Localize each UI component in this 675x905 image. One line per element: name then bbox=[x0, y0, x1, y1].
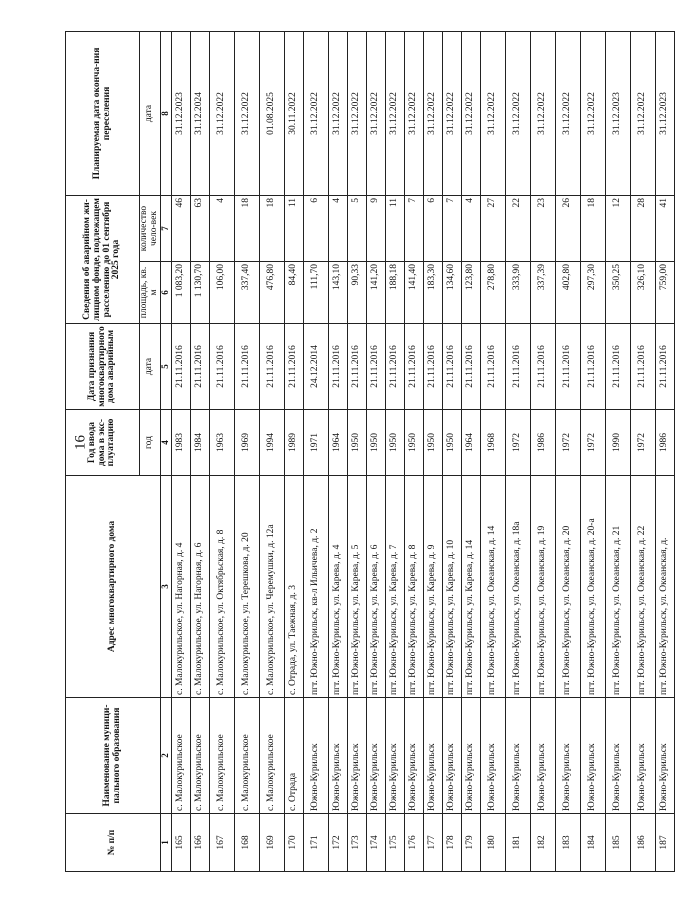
resettlement-table bbox=[65, 31, 675, 872]
table-row bbox=[423, 32, 442, 872]
table-row bbox=[605, 32, 630, 872]
column-number: 5 bbox=[160, 324, 171, 410]
people-cell: 41 bbox=[655, 196, 674, 262]
area-cell: 337,39 bbox=[530, 262, 555, 324]
area-cell: 141,40 bbox=[404, 262, 423, 324]
year-cell: 1986 bbox=[530, 410, 555, 476]
table-body bbox=[171, 32, 674, 872]
area-cell: 1 083,20 bbox=[171, 262, 190, 324]
people-cell: 9 bbox=[366, 196, 385, 262]
year-cell: 1983 bbox=[171, 410, 190, 476]
municipality-cell: Южно-Курильск bbox=[347, 698, 366, 814]
municipality-cell: Южно-Курильск bbox=[530, 698, 555, 814]
planned-date-cell: 31.12.2022 bbox=[630, 32, 655, 196]
table-row bbox=[385, 32, 404, 872]
address-cell: пгт. Южно-Курильск, ул. Карева, д. 5 bbox=[347, 476, 366, 698]
column-number: 3 bbox=[160, 476, 171, 698]
header-row-top bbox=[66, 32, 140, 872]
row-number-cell: 171 bbox=[303, 814, 328, 872]
municipality-cell: Южно-Курильск bbox=[605, 698, 630, 814]
recognition-date-cell: 21.11.2016 bbox=[655, 324, 674, 410]
people-cell: 18 bbox=[580, 196, 605, 262]
table-row bbox=[366, 32, 385, 872]
year-cell: 1964 bbox=[461, 410, 480, 476]
municipality-cell: Южно-Курильск bbox=[303, 698, 328, 814]
address-cell: пгт. Южно-Курильск, ул. Карева, д. 14 bbox=[461, 476, 480, 698]
area-cell: 111,70 bbox=[303, 262, 328, 324]
table-row bbox=[530, 32, 555, 872]
year-cell: 1984 bbox=[190, 410, 209, 476]
municipality-cell: Южно-Курильск bbox=[423, 698, 442, 814]
planned-date-cell: 31.12.2024 bbox=[190, 32, 209, 196]
planned-date-cell: 31.12.2022 bbox=[530, 32, 555, 196]
recognition-date-cell: 21.11.2016 bbox=[442, 324, 461, 410]
table-row bbox=[347, 32, 366, 872]
table-row bbox=[655, 32, 674, 872]
area-cell: 350,25 bbox=[605, 262, 630, 324]
planned-date-cell: 31.12.2022 bbox=[580, 32, 605, 196]
planned-date-cell: 31.12.2022 bbox=[385, 32, 404, 196]
address-cell: пгт. Южно-Курильск, кв-л Ильичева, д. 2 bbox=[303, 476, 328, 698]
recognition-date-cell: 21.11.2016 bbox=[530, 324, 555, 410]
planned-date-cell: 31.12.2022 bbox=[555, 32, 580, 196]
row-number-cell: 174 bbox=[366, 814, 385, 872]
recognition-date-cell: 21.11.2016 bbox=[480, 324, 505, 410]
row-number-cell: 176 bbox=[404, 814, 423, 872]
table-row bbox=[171, 32, 190, 872]
area-cell: 90,33 bbox=[347, 262, 366, 324]
people-cell: 28 bbox=[630, 196, 655, 262]
area-cell: 326,10 bbox=[630, 262, 655, 324]
area-cell: 143,10 bbox=[328, 262, 347, 324]
year-cell: 1972 bbox=[505, 410, 530, 476]
year-cell: 1994 bbox=[259, 410, 284, 476]
header-address: Адрес многоквартирного дома bbox=[66, 476, 161, 698]
people-cell: 5 bbox=[347, 196, 366, 262]
area-cell: 278,80 bbox=[480, 262, 505, 324]
row-number-cell: 170 bbox=[284, 814, 303, 872]
table-row bbox=[442, 32, 461, 872]
planned-date-cell: 01.08.2025 bbox=[259, 32, 284, 196]
address-cell: с. Малокурильское, ул. Октябрьская, д. 8 bbox=[209, 476, 234, 698]
recognition-date-cell: 24.12.2014 bbox=[303, 324, 328, 410]
year-cell: 1990 bbox=[605, 410, 630, 476]
column-number: 7 bbox=[160, 196, 171, 262]
area-cell: 476,80 bbox=[259, 262, 284, 324]
municipality-cell: с. Отрада bbox=[284, 698, 303, 814]
planned-date-cell: 30.11.2022 bbox=[284, 32, 303, 196]
planned-date-cell: 31.12.2022 bbox=[423, 32, 442, 196]
area-cell: 84,40 bbox=[284, 262, 303, 324]
year-cell: 1989 bbox=[284, 410, 303, 476]
people-cell: 6 bbox=[423, 196, 442, 262]
year-cell: 1950 bbox=[442, 410, 461, 476]
address-cell: пгт. Южно-Курильск, ул. Океанская, д. 19 bbox=[530, 476, 555, 698]
recognition-date-cell: 21.11.2016 bbox=[234, 324, 259, 410]
address-cell: пгт. Южно-Курильск, ул. Карева, д. 4 bbox=[328, 476, 347, 698]
people-cell: 22 bbox=[505, 196, 530, 262]
column-number: 4 bbox=[160, 410, 171, 476]
municipality-cell: Южно-Курильск bbox=[480, 698, 505, 814]
municipality-cell: с. Малокурильское bbox=[259, 698, 284, 814]
row-number-cell: 175 bbox=[385, 814, 404, 872]
planned-date-cell: 31.12.2022 bbox=[404, 32, 423, 196]
recognition-date-cell: 21.11.2016 bbox=[630, 324, 655, 410]
row-number-cell: 168 bbox=[234, 814, 259, 872]
table-row bbox=[505, 32, 530, 872]
row-number-cell: 183 bbox=[555, 814, 580, 872]
row-number-cell: 185 bbox=[605, 814, 630, 872]
header-num: № п/п bbox=[66, 814, 161, 872]
row-number-cell: 186 bbox=[630, 814, 655, 872]
municipality-cell: Южно-Курильск bbox=[505, 698, 530, 814]
planned-date-cell: 31.12.2022 bbox=[461, 32, 480, 196]
recognition-date-cell: 21.11.2016 bbox=[259, 324, 284, 410]
address-cell: пгт. Южно-Курильск, ул. Океанская, д. 18а bbox=[505, 476, 530, 698]
area-cell: 134,60 bbox=[442, 262, 461, 324]
people-cell: 11 bbox=[385, 196, 404, 262]
municipality-cell: Южно-Курильск bbox=[328, 698, 347, 814]
header-planned-date: дата bbox=[140, 32, 161, 196]
year-cell: 1950 bbox=[385, 410, 404, 476]
people-cell: 11 bbox=[284, 196, 303, 262]
year-cell: 1972 bbox=[630, 410, 655, 476]
municipality-cell: Южно-Курильск bbox=[461, 698, 480, 814]
people-cell: 4 bbox=[461, 196, 480, 262]
planned-date-cell: 31.12.2023 bbox=[171, 32, 190, 196]
year-cell: 1950 bbox=[366, 410, 385, 476]
planned-date-cell: 31.12.2022 bbox=[366, 32, 385, 196]
municipality-cell: Южно-Курильск bbox=[580, 698, 605, 814]
municipality-cell: Южно-Курильск bbox=[385, 698, 404, 814]
area-cell: 1 130,70 bbox=[190, 262, 209, 324]
header-planned-group: Планируемая дата оконча-ния переселения bbox=[66, 32, 140, 196]
recognition-date-cell: 21.11.2016 bbox=[423, 324, 442, 410]
people-cell: 6 bbox=[303, 196, 328, 262]
area-cell: 297,30 bbox=[580, 262, 605, 324]
people-cell: 63 bbox=[190, 196, 209, 262]
address-cell: с. Отрада, ул. Таежная, д. 3 bbox=[284, 476, 303, 698]
address-cell: пгт. Южно-Курильск, ул. Океанская, д. 20 bbox=[555, 476, 580, 698]
address-cell: пгт. Южно-Курильск, ул. Океанская, д. 14 bbox=[480, 476, 505, 698]
area-cell: 759,00 bbox=[655, 262, 674, 324]
recognition-date-cell: 21.11.2016 bbox=[366, 324, 385, 410]
planned-date-cell: 31.12.2022 bbox=[209, 32, 234, 196]
row-number-cell: 167 bbox=[209, 814, 234, 872]
recognition-date-cell: 21.11.2016 bbox=[555, 324, 580, 410]
municipality-cell: с. Малокурильское bbox=[234, 698, 259, 814]
row-number-cell: 181 bbox=[505, 814, 530, 872]
recognition-date-cell: 21.11.2016 bbox=[190, 324, 209, 410]
planned-date-cell: 31.12.2022 bbox=[328, 32, 347, 196]
row-number-cell: 187 bbox=[655, 814, 674, 872]
year-cell: 1950 bbox=[423, 410, 442, 476]
people-cell: 18 bbox=[259, 196, 284, 262]
recognition-date-cell: 21.11.2016 bbox=[209, 324, 234, 410]
column-number: 2 bbox=[160, 698, 171, 814]
table-row bbox=[190, 32, 209, 872]
header-people: количество чело-век bbox=[140, 196, 161, 262]
year-cell: 1969 bbox=[234, 410, 259, 476]
column-number: 1 bbox=[160, 814, 171, 872]
planned-date-cell: 31.12.2023 bbox=[605, 32, 630, 196]
address-cell: с. Малокурильское, ул. Терешкова, д. 20 bbox=[234, 476, 259, 698]
row-number-cell: 184 bbox=[580, 814, 605, 872]
row-number-cell: 166 bbox=[190, 814, 209, 872]
recognition-date-cell: 21.11.2016 bbox=[580, 324, 605, 410]
recognition-date-cell: 21.11.2016 bbox=[347, 324, 366, 410]
row-number-cell: 182 bbox=[530, 814, 555, 872]
planned-date-cell: 31.12.2022 bbox=[505, 32, 530, 196]
header-year: год bbox=[140, 410, 161, 476]
year-cell: 1968 bbox=[480, 410, 505, 476]
municipality-cell: Южно-Курильск bbox=[555, 698, 580, 814]
address-cell: пгт. Южно-Курильск, ул. Карева, д. 6 bbox=[366, 476, 385, 698]
people-cell: 7 bbox=[442, 196, 461, 262]
year-cell: 1950 bbox=[404, 410, 423, 476]
year-cell: 1986 bbox=[655, 410, 674, 476]
area-cell: 188,18 bbox=[385, 262, 404, 324]
table-row bbox=[303, 32, 328, 872]
year-cell: 1972 bbox=[580, 410, 605, 476]
row-number-cell: 172 bbox=[328, 814, 347, 872]
address-cell: пгт. Южно-Курильск, ул. Океанская, д. 22 bbox=[630, 476, 655, 698]
row-number-cell: 178 bbox=[442, 814, 461, 872]
area-cell: 183,30 bbox=[423, 262, 442, 324]
table-row bbox=[461, 32, 480, 872]
header-area: площадь, кв. м bbox=[140, 262, 161, 324]
column-number-row bbox=[160, 32, 171, 872]
recognition-date-cell: 21.11.2016 bbox=[171, 324, 190, 410]
recognition-date-cell: 21.11.2016 bbox=[605, 324, 630, 410]
table-row bbox=[259, 32, 284, 872]
year-cell: 1950 bbox=[347, 410, 366, 476]
address-cell: пгт. Южно-Курильск, ул. Карева, д. 10 bbox=[442, 476, 461, 698]
table-row bbox=[404, 32, 423, 872]
recognition-date-cell: 21.11.2016 bbox=[284, 324, 303, 410]
people-cell: 7 bbox=[404, 196, 423, 262]
municipality-cell: с. Малокурильское bbox=[209, 698, 234, 814]
address-cell: пгт. Южно-Курильск, ул. Карева, д. 7 bbox=[385, 476, 404, 698]
row-number-cell: 169 bbox=[259, 814, 284, 872]
address-cell: с. Малокурильское, ул. Черемушки, д. 12а bbox=[259, 476, 284, 698]
people-cell: 12 bbox=[605, 196, 630, 262]
address-cell: с. Малокурильское, ул. Нагорная, д. 4 bbox=[171, 476, 190, 698]
header-year-group: Год ввода дома в экс-плуатацию bbox=[66, 410, 140, 476]
area-cell: 141,20 bbox=[366, 262, 385, 324]
year-cell: 1963 bbox=[209, 410, 234, 476]
municipality-cell: с. Малокурильское bbox=[190, 698, 209, 814]
year-cell: 1964 bbox=[328, 410, 347, 476]
people-cell: 4 bbox=[328, 196, 347, 262]
table-row bbox=[328, 32, 347, 872]
address-cell: пгт. Южно-Курильск, ул. Океанская, д. 20-а bbox=[580, 476, 605, 698]
recognition-date-cell: 21.11.2016 bbox=[505, 324, 530, 410]
recognition-date-cell: 21.11.2016 bbox=[385, 324, 404, 410]
municipality-cell: Южно-Курильск bbox=[366, 698, 385, 814]
address-cell: пгт. Южно-Курильск, ул. Океанская, д. 21 bbox=[605, 476, 630, 698]
people-cell: 26 bbox=[555, 196, 580, 262]
planned-date-cell: 31.12.2023 bbox=[655, 32, 674, 196]
table-row bbox=[234, 32, 259, 872]
municipality-cell: Южно-Курильск bbox=[630, 698, 655, 814]
people-cell: 27 bbox=[480, 196, 505, 262]
area-cell: 123,80 bbox=[461, 262, 480, 324]
row-number-cell: 180 bbox=[480, 814, 505, 872]
page-number: 16 bbox=[72, 435, 89, 450]
people-cell: 23 bbox=[530, 196, 555, 262]
year-cell: 1971 bbox=[303, 410, 328, 476]
area-cell: 106,00 bbox=[209, 262, 234, 324]
table-row bbox=[555, 32, 580, 872]
column-number: 8 bbox=[160, 32, 171, 196]
row-number-cell: 177 bbox=[423, 814, 442, 872]
table-row bbox=[209, 32, 234, 872]
header-recognition-group: Дата признания многоквартирного дома аварийным bbox=[66, 324, 140, 410]
address-cell: пгт. Южно-Курильск, ул. Океанская, д. bbox=[655, 476, 674, 698]
address-cell: пгт. Южно-Курильск, ул. Карева, д. 9 bbox=[423, 476, 442, 698]
row-number-cell: 173 bbox=[347, 814, 366, 872]
row-number-cell: 165 bbox=[171, 814, 190, 872]
planned-date-cell: 31.12.2022 bbox=[442, 32, 461, 196]
planned-date-cell: 31.12.2022 bbox=[234, 32, 259, 196]
recognition-date-cell: 21.11.2016 bbox=[404, 324, 423, 410]
recognition-date-cell: 21.11.2016 bbox=[328, 324, 347, 410]
header-date: дата bbox=[140, 324, 161, 410]
table-row bbox=[630, 32, 655, 872]
recognition-date-cell: 21.11.2016 bbox=[461, 324, 480, 410]
planned-date-cell: 31.12.2022 bbox=[480, 32, 505, 196]
municipality-cell: Южно-Курильск bbox=[655, 698, 674, 814]
table-row bbox=[284, 32, 303, 872]
column-number: 6 bbox=[160, 262, 171, 324]
planned-date-cell: 31.12.2022 bbox=[347, 32, 366, 196]
people-cell: 4 bbox=[209, 196, 234, 262]
municipality-cell: Южно-Курильск bbox=[404, 698, 423, 814]
address-cell: пгт. Южно-Курильск, ул. Карева, д. 8 bbox=[404, 476, 423, 698]
municipality-cell: Южно-Курильск bbox=[442, 698, 461, 814]
area-cell: 333,90 bbox=[505, 262, 530, 324]
area-cell: 402,80 bbox=[555, 262, 580, 324]
table-row bbox=[580, 32, 605, 872]
header-municipality: Наименование муници-пального образования bbox=[66, 698, 161, 814]
people-cell: 46 bbox=[171, 196, 190, 262]
table-row bbox=[480, 32, 505, 872]
row-number-cell: 179 bbox=[461, 814, 480, 872]
planned-date-cell: 31.12.2022 bbox=[303, 32, 328, 196]
year-cell: 1972 bbox=[555, 410, 580, 476]
people-cell: 18 bbox=[234, 196, 259, 262]
header-info-group: Сведения об аварийном жи-лищном фонде, подлежащем расселению до 01 сентября 2025 года bbox=[66, 196, 140, 324]
address-cell: с. Малокурильское, ул. Нагорная, д. 6 bbox=[190, 476, 209, 698]
area-cell: 337,40 bbox=[234, 262, 259, 324]
municipality-cell: с. Малокурильское bbox=[171, 698, 190, 814]
